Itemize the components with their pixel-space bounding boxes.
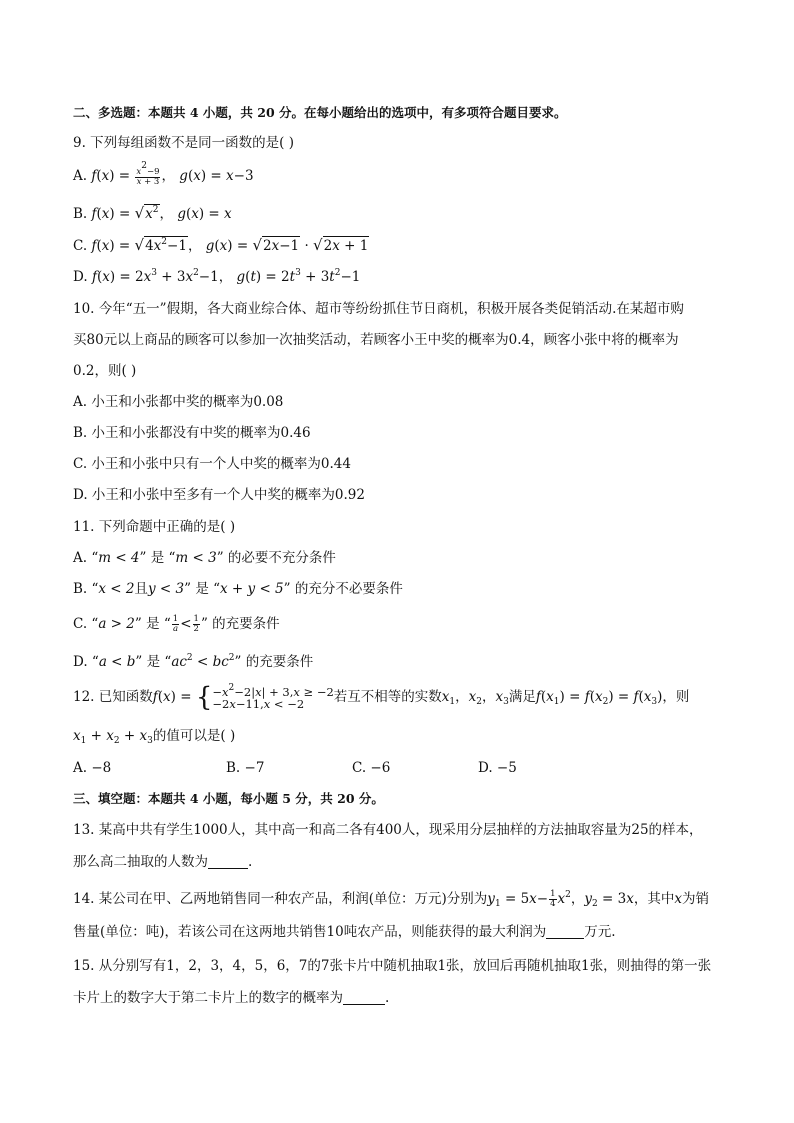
question-9-option-a: A. f(x) = $\frac{x^2-9}{x + 3}$ ， g(x) = x−3 — [73, 161, 254, 187]
question-9-option-d: D. $f(x) = 2x^3 + 3x^2-1$， $g(t) = 2t^3 + 3t^2-1$ — [73, 268, 361, 285]
question-9-stem: 9. 下列每组函数不是同一函数的是( ) — [73, 135, 294, 151]
option-label: C. — [73, 238, 88, 254]
section-heading-multiple-choice: 二、多选题：本题共 4 小题，共 20 分。在每小题给出的选项中，有多项符合题目要求。 — [73, 105, 567, 120]
question-10-option-c: C. 小王和小张中只有一个人中奖的概率为0.44 — [73, 456, 351, 472]
answer-blank — [546, 924, 584, 939]
question-11-option-c: C. “a > 2” 是 “ $\frac{1}{a}$ < $\frac{1}{2}$ ” 的充要条件 — [73, 614, 280, 634]
question-15-line-1: 15. 从分别写有1，2，3，4，5，6，7的7张卡片中随机抽取1张，放回后再随机抽取1张，则抽得的第一张 — [73, 958, 712, 974]
question-11-option-b: B. “x < 2且y < 3” 是 “x + y < 5” 的充分不必要条件 — [73, 581, 403, 597]
option-label: A. — [73, 168, 88, 184]
option-label: D. — [73, 269, 88, 285]
section-heading-fill-in: 三、填空题：本题共 4 小题，每小题 5 分，共 20 分。 — [73, 791, 384, 806]
question-10-option-a: A. 小王和小张都中奖的概率为0.08 — [73, 394, 284, 410]
question-11-option-a: A. “m < 4” 是 “m < 3” 的必要不充分条件 — [73, 550, 336, 566]
question-15-line-2: 卡片上的数字大于第二卡片上的数字的概率为 . — [73, 990, 390, 1006]
question-13-line-1: 13. 某高中共有学生1000人，其中高一和高二各有400人，现采用分层抽样的方法抽取容量为25的样本， — [73, 822, 703, 838]
question-11-option-d: D. “a < b” 是 “$ac^2 < bc^2$” 的充要条件 — [73, 653, 314, 670]
question-10-option-b: B. 小王和小张都没有中奖的概率为0.46 — [73, 425, 311, 441]
option-label: B. — [73, 206, 88, 222]
question-10-line-1: 10. 今年“五一”假期，各大商业综合体、超市等纷纷抓住节日商机，积极开展各类促销活动.在某超市购 — [73, 301, 684, 317]
fraction: $\frac{x^2-9}{x + 3}$ — [136, 161, 160, 187]
question-14-line-2: 售量(单位：吨)，若该公司在这两地共销售10吨农产品，则能获得的最大利润为 万元. — [73, 924, 616, 940]
question-10-line-2: 买80元以上商品的顾客可以参加一次抽奖活动，若顾客小王中奖的概率为0.4，顾客小张中将的概率为 — [73, 332, 679, 348]
question-12-option-d: D. −5 — [478, 760, 517, 776]
question-12-line-2: $x_1 + x_2 + x_3$的值可以是( ) — [73, 728, 236, 746]
question-9-option-b: B. $f(x) = √x^2$， g(x) = x — [73, 204, 232, 222]
answer-blank — [208, 854, 248, 869]
question-12-options — [73, 759, 673, 777]
question-9-option-c: C. $f(x) = √4x^2-1$， g(x) = √2x−1 · √2x + 1 — [73, 236, 369, 254]
question-10-line-3: 0.2，则( ) — [73, 363, 137, 379]
question-12-option-b: B. −7 — [226, 760, 265, 776]
formula: f — [91, 168, 97, 184]
question-13-line-2: 那么高二抽取的人数为 . — [73, 854, 253, 870]
question-10-option-d: D. 小王和小张中至多有一个人中奖的概率为0.92 — [73, 487, 365, 503]
question-12-line-1: 12. 已知函数f(x) = { $-x^2-2|x| + 3,x \ge -2$ −2x−11,x < −2 若互不相等的实数$x_1$，$x_2$，$x_3$满足$f(x_1) = f(x_2) = f(x_3)$，则 — [73, 682, 690, 713]
question-14-line-1: 14. 某公司在甲、乙两地销售同一种农产品，利润(单位：万元)分别为$y_1 = 5x-$ $\frac{1}{4}$ $x^2$，$y_2 = 3x$，其中x为销 — [73, 889, 709, 909]
question-12-option-c: C. −6 — [352, 760, 391, 776]
answer-blank — [343, 990, 385, 1005]
question-11-stem: 11. 下列命题中正确的是( ) — [73, 519, 236, 535]
question-12-option-a: A. −8 — [73, 760, 112, 776]
